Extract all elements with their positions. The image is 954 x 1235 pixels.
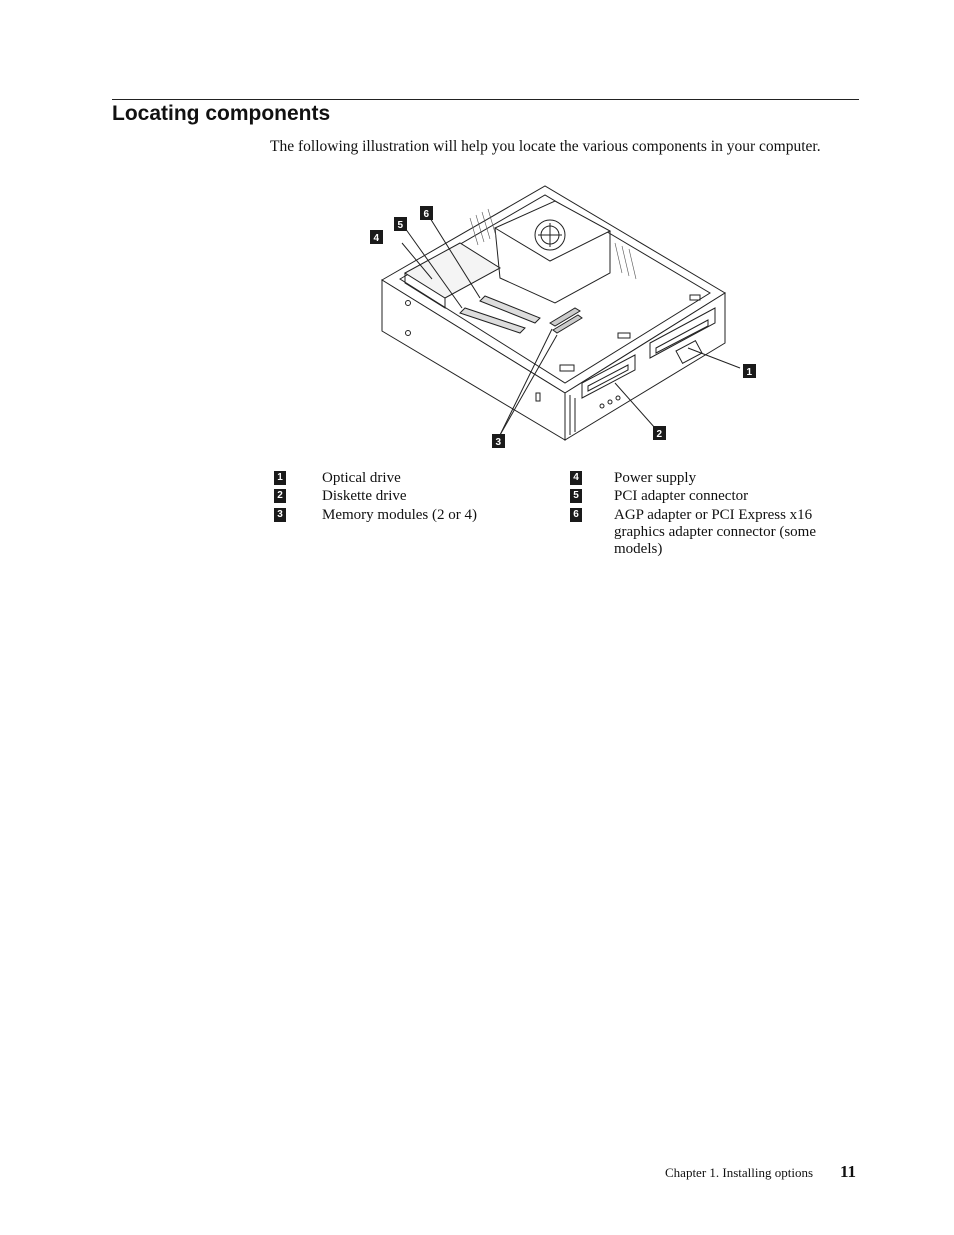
svg-text:6: 6: [423, 209, 430, 220]
svg-text:3: 3: [495, 437, 502, 448]
legend-label: AGP adapter or PCI Express x16 graphics adapter connector (some models): [614, 507, 816, 557]
footer-chapter: Chapter 1. Installing options: [665, 1165, 814, 1180]
svg-text:1: 1: [746, 367, 753, 378]
callout-5: [394, 217, 407, 231]
section-heading: Locating components: [112, 102, 331, 125]
legend-label: Power supply: [614, 470, 697, 486]
page-number: 11: [840, 1162, 857, 1181]
legend-label: PCI adapter connector: [614, 488, 749, 504]
callout-2: [653, 426, 666, 440]
legend-label: Optical drive: [322, 470, 401, 486]
svg-text:5: 5: [397, 220, 404, 231]
callout-badge: 3: [274, 508, 286, 522]
callout-badge: 5: [570, 489, 582, 503]
callout-badge: 2: [274, 489, 286, 503]
heading-rule: [112, 99, 859, 100]
callout-badge: 4: [570, 471, 582, 485]
svg-text:4: 4: [373, 233, 380, 244]
callout-4: [370, 230, 383, 244]
callout-badge: 1: [274, 471, 286, 485]
callout-6: [420, 206, 433, 220]
callout-badge: 6: [570, 508, 582, 522]
intro-paragraph: The following illustration will help you locate the various components in your computer.: [270, 138, 821, 155]
legend-label: Memory modules (2 or 4): [322, 507, 477, 523]
callout-3: [492, 434, 505, 448]
legend-left: [274, 470, 544, 530]
computer-line-drawing: [360, 183, 760, 453]
callout-1: [743, 364, 756, 378]
legend-right: [570, 470, 845, 565]
svg-text:2: 2: [656, 429, 663, 440]
legend-label: Diskette drive: [322, 488, 407, 504]
computer-components-illustration: [360, 183, 760, 453]
